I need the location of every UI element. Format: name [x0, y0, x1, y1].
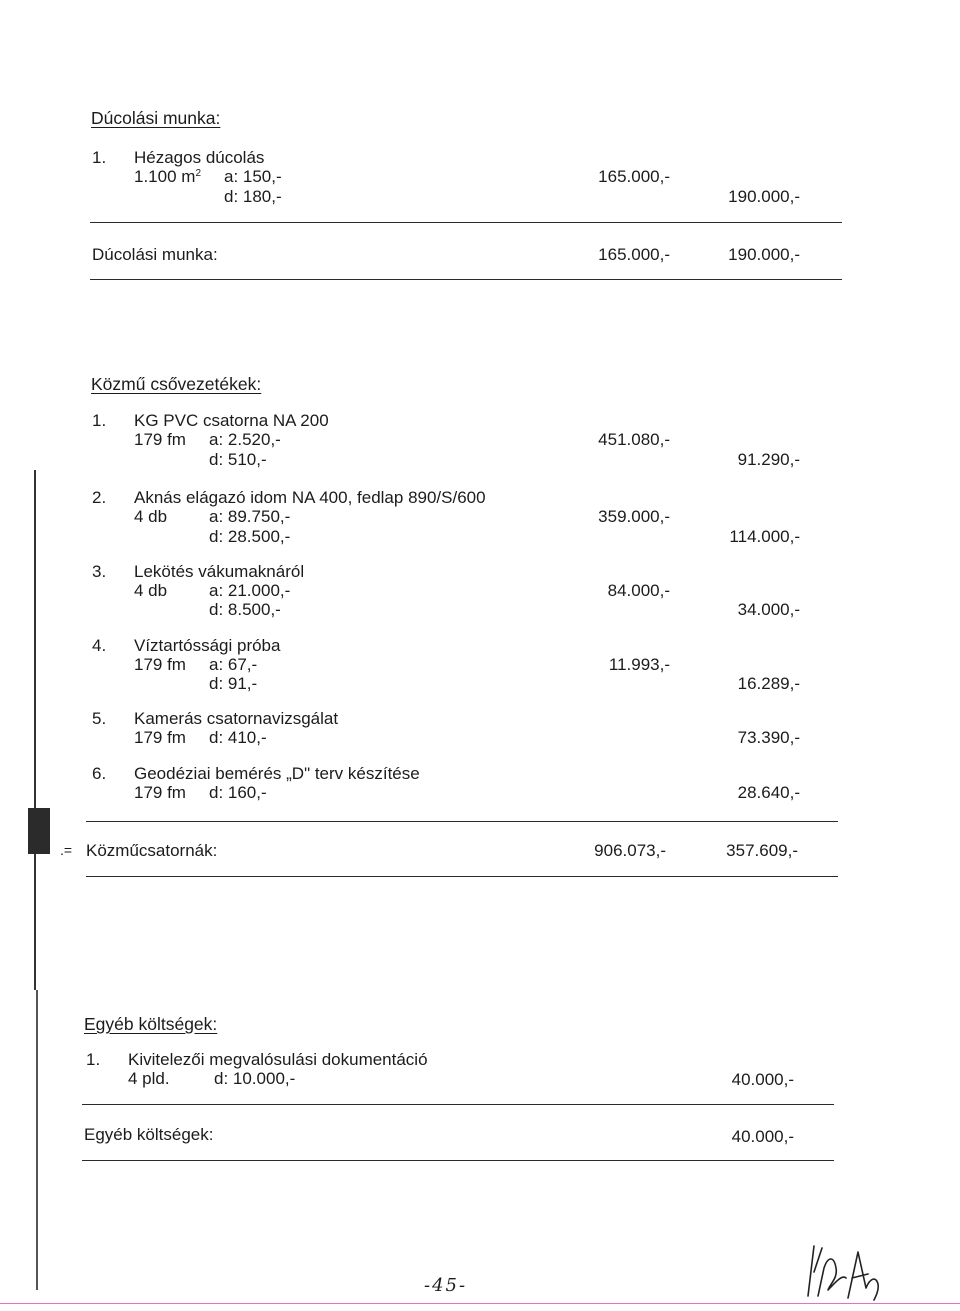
- item-quantity: 4 db: [134, 507, 168, 526]
- item-unit-price-a: a: 89.750,-: [209, 507, 291, 526]
- subtotal-label: Egyéb költségek:: [84, 1125, 214, 1144]
- item-quantity-unit-sup: 2: [195, 168, 201, 179]
- item-total-d: 73.390,-: [737, 728, 800, 747]
- item-quantity: 4 pld.: [128, 1069, 170, 1088]
- item-title: KG PVC csatorna NA 200: [134, 411, 329, 430]
- subtotal-a: 906.073,-: [594, 841, 666, 860]
- item-unit-price-d: d: 410,-: [209, 728, 267, 747]
- section-heading-ducolas: Dúcolási munka:: [91, 108, 221, 128]
- item-quantity: 179 fm: [134, 728, 186, 747]
- item-number: 5.: [92, 709, 107, 728]
- section-heading-egyeb: Egyéb költségek:: [84, 1014, 218, 1034]
- item-total-d: 40.000,-: [731, 1070, 794, 1089]
- item-title: Kivitelezői megvalósulási dokumentáció: [128, 1050, 428, 1069]
- divider-line: [86, 876, 838, 877]
- subtotal-d: 357.609,-: [726, 841, 798, 860]
- item-total-d: 34.000,-: [737, 600, 800, 619]
- item-number: 1.: [92, 411, 107, 430]
- item-number: 1.: [92, 148, 107, 167]
- subtotal-label: Közműcsatornák:: [86, 841, 218, 860]
- item-total-d: 190.000,-: [728, 187, 800, 206]
- binding-edge-line: [36, 990, 38, 1290]
- item-total-d: 114.000,-: [729, 527, 800, 546]
- section-heading-kozmu: Közmű csővezetékek:: [91, 374, 262, 394]
- item-title: Geodéziai bemérés „D" terv készítése: [134, 764, 420, 783]
- page-number: -45-: [424, 1275, 468, 1296]
- subtotal-label: Dúcolási munka:: [92, 245, 218, 264]
- item-quantity: 179 fm: [134, 430, 186, 449]
- item-unit-price-d: d: 180,-: [224, 187, 282, 206]
- item-title: Kamerás csatornavizsgálat: [134, 709, 339, 728]
- item-unit-price-a: a: 2.520,-: [209, 430, 281, 449]
- item-total-a: 451.080,-: [598, 430, 670, 449]
- item-unit-price-d: d: 91,-: [209, 674, 258, 693]
- item-number: 3.: [92, 562, 107, 581]
- item-quantity: 179 fm: [134, 655, 186, 674]
- item-unit-price-d: d: 10.000,-: [214, 1069, 296, 1088]
- item-title: Víztartóssági próba: [134, 636, 281, 655]
- item-total-d: 91.290,-: [737, 450, 800, 469]
- item-number: 1.: [86, 1050, 101, 1069]
- binding-clip-mark: [28, 808, 50, 854]
- item-number: 2.: [92, 488, 107, 507]
- scan-mark: .=: [60, 842, 73, 858]
- divider-line: [90, 222, 842, 223]
- binding-edge-line: [34, 470, 36, 990]
- item-unit-price-a: a: 150,-: [224, 167, 282, 186]
- divider-line: [90, 279, 842, 280]
- item-total-a: 11.993,-: [608, 655, 670, 674]
- item-number: 6.: [92, 764, 107, 783]
- item-total-a: 359.000,-: [598, 507, 670, 526]
- divider-line: [86, 821, 838, 822]
- subtotal-d: 190.000,-: [728, 245, 800, 264]
- page-margin-line: [0, 1303, 960, 1304]
- item-unit-price-a: a: 67,-: [209, 655, 258, 674]
- signature-mark: [800, 1238, 890, 1304]
- item-total-a: 165.000,-: [598, 167, 670, 186]
- item-unit-price-d: d: 510,-: [209, 450, 267, 469]
- item-quantity: [134, 167, 201, 187]
- item-quantity: 4 db: [134, 581, 168, 600]
- item-title: Lekötés vákumaknáról: [134, 562, 305, 581]
- item-quantity-value: 1.100 m: [134, 167, 196, 186]
- subtotal-d: 40.000,-: [731, 1127, 794, 1146]
- item-total-d: 28.640,-: [737, 783, 800, 802]
- item-quantity: 179 fm: [134, 783, 186, 802]
- item-total-d: 16.289,-: [737, 674, 800, 693]
- item-unit-price-d: d: 160,-: [209, 783, 267, 802]
- subtotal-a: 165.000,-: [598, 245, 670, 264]
- item-unit-price-d: d: 28.500,-: [209, 527, 291, 546]
- divider-line: [82, 1160, 834, 1161]
- item-title: Hézagos dúcolás: [134, 148, 265, 167]
- item-unit-price-a: a: 21.000,-: [209, 581, 291, 600]
- item-total-a: 84.000,-: [607, 581, 670, 600]
- item-title: Aknás elágazó idom NA 400, fedlap 890/S/600: [134, 488, 486, 507]
- item-unit-price-d: d: 8.500,-: [209, 600, 281, 619]
- divider-line: [82, 1104, 834, 1105]
- item-number: 4.: [92, 636, 107, 655]
